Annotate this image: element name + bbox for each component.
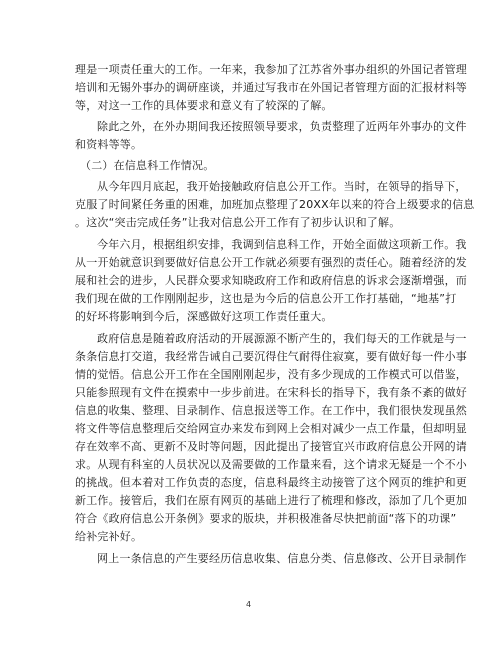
- text-line-15: 政府信息是随着政府活动的开展源源不断产生的，我们每天的工作就是与一: [97, 332, 467, 345]
- text-line-4: 除此之外，在外办期间我还按照领导要求，负责整理了近两年外事办的文件: [97, 120, 467, 133]
- text-line-25: 符合《政府信息公开条例》要求的版块，并积极准备尽快把前面“落下的功课”: [75, 512, 457, 525]
- text-line-19: 信息的收集、整理、目录制作、信息报送等工作。在工作中，我们很快发现虽然: [75, 404, 467, 417]
- text-line-5: 和资料等等。: [75, 138, 143, 151]
- text-line-1: 理是一项责任重大的工作。一年来，我参加了江苏省外事办组织的外国记者管理: [75, 63, 467, 76]
- text-line-22: 求。从现有科室的人员状况以及需要做的工作量来看，这个请求无疑是一个不小: [75, 458, 467, 471]
- text-line-17: 情的觉悟。信息公开工作在全国刚刚起步，没有多少现成的工作模式可以借鉴，: [75, 368, 467, 381]
- text-line-13: 我们现在做的工作刚刚起步，这也是为今后的信息公开工作打基础，“地基”打: [75, 292, 457, 305]
- text-line-10: 今年六月，根据组织安排，我调到信息科工作，开始全面做这项新工作。我: [97, 238, 467, 251]
- page-number: 4: [246, 600, 252, 609]
- text-line-9: 。这次“突击完成任务”让我对信息公开工作有了初步认识和了解。: [75, 216, 401, 229]
- section-heading: （二）在信息科工作情况。: [80, 159, 215, 172]
- text-line-24: 新工作。接管后，我们在原有网页的基础上进行了梳理和修改，添加了几个更加: [75, 494, 467, 507]
- text-line-11: 从一开始就意识到要做好信息公开工作就必须要有强烈的责任心。随着经济的发: [75, 256, 467, 269]
- text-line-16: 条条信息打交道，我经常告诫自己要沉得住气耐得住寂寞，要有做好每一件小事: [75, 350, 467, 363]
- text-line-3: 等，对这一工作的具体要求和意义有了较深的了解。: [75, 99, 333, 112]
- text-line-23: 的挑战。但本着对工作负责的态度，信息科最终主动接管了这个网页的维护和更: [75, 476, 467, 489]
- text-line-18: 只能参照现有文件在摸索中一步步前进。在宋科长的指导下，我有条不紊的做好: [75, 386, 467, 399]
- text-line-2: 培训和无锡外事办的调研座谈，并通过写我市在外国记者管理方面的汇报材料等: [75, 81, 467, 94]
- text-line-27: 网上一条信息的产生要经历信息收集、信息分类、信息修改、公开目录制作: [97, 552, 467, 565]
- text-line-21: 存在效率不高、更新不及时等问题，因此提出了接管宜兴市政府信息公开网的请: [75, 440, 467, 453]
- text-line-26: 给补完补好。: [75, 530, 143, 543]
- text-line-8: 克服了时间紧任务重的困难，加班加点整理了20XX年以来的符合上级要求的信息: [75, 198, 475, 211]
- text-line-14: 的好坏将影响到今后，深感做好这项工作责任重大。: [75, 310, 333, 323]
- text-line-7: 从今年四月底起，我开始接触政府信息公开工作。当时，在领导的指导下，: [97, 180, 467, 193]
- text-line-20: 将文件等信息整理后交给网宣办来发布到网上会相对减少一点工作量，但却明显: [75, 422, 467, 435]
- text-line-12: 展和社会的进步，人民群众要求知晓政府工作和政府信息的诉求会逐渐增强，而: [75, 274, 467, 287]
